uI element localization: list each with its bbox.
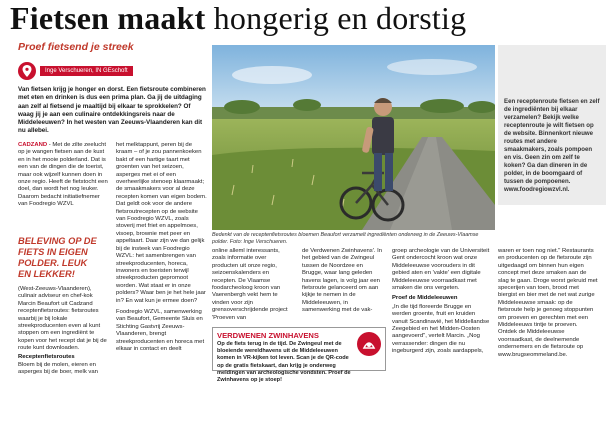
location-pin-icon [18, 62, 36, 80]
subheading-receptenfietsroutes: Receptenfietsroutes [18, 353, 75, 360]
author-tag: Inge Verschueren, IN GEschoft [40, 66, 133, 76]
column-1-continued: (West-Zeeuws-Vlaanderen), culinair adviseur en chef-kok Marcin Beaufort uit Cadzand receptenfietsroutes: fietsroutes waarbij je bij lokale streekproducenten even al kunt stoppen om een ingrediënt te kopen voor het recept dat je bij de route kunt downloaden. Receptenfietsroutes Bloem bij de molen, eieren en asperges bij de boer, melk van [18, 286, 109, 378]
column-5: groep archeologie van de Universiteit Gent ondercocht kroon wat onze Middeleeuwse voorouders in dit gebied aten en 'vakte' een digitale Middeleeuwse voorraadkast met smaken die ons vergeten. Proef de Middeleeuwen „In die tijd floreerde Brugge en werden groente, fruit en kruiden vanuit Scandinavië, het Middellandse Zeegebied en het Midden-Oosten aangevoerd", vertelt Marcin. „Nog verrassender: dingen die nu ingeburgerd zijn, zoals aardappels, [392, 248, 490, 355]
column-6: waren er toen nog niet." Restaurants en producenten op de fietsroute zijn uitgedaagd om binnen hun eigen concept met deze smaken aan de slag te gaan. Droge worst gekruid met specerijen van toen, brood met biergist en bier met de net wat zurige Middeleeuwse smaak: op de fietsroute help je genoeg stoppunten om proeven en gerechten met een Middeleeuws tintje te proeven. Ontdek de Middeleeuwse voorraadkast, de deelnemende ondernemers en de fietsroute op www.brugseommeland.be. [498, 248, 598, 358]
column-2: het melktappunt, peren bij de kraam – of je zou pannenkoeken bakt of een hartige taart met groenten van het seizoen, asperges met ei of een overheerlijke stenoep klaarmaakt; de smaakmakers voor al deze recepten komen van eigen bodem. Dat geldt ook voor de andere fietsroutrecepten op de website van Foodregio WZVL, zoals stoverij met friet en appelmoes, visoep, brownie met peer en appeltaart. Daar zijn we dan gelijk bij de insteek van Foodregio WZVL: het samenbrengen van streekproducenten, horeca, inwoners en toeristen terwijl streekproducten gepromoot worden. Wat staat er in onze polders? Waar ben je het hele jaar in? En wat kun je ermee doen? Foodregio WZVL, samenwerking van Beaufort, Gemeente Sluis en Stichting Gastvrij Zeeuws-Vlaanderen, brengt streekproducenten en horeca met elkaar in contact en deelt [116, 142, 207, 352]
subheading-proef-middeleeuwen: Proef de Middeleeuwen [392, 295, 458, 302]
dateline: CADZAND [18, 142, 48, 148]
info-box-zwinhavens [212, 327, 386, 384]
article-title: Fietsen maakt hongerig en dorstig [10, 0, 467, 36]
zwinhavens-logo-icon [357, 332, 381, 356]
info-box-body: Op de fiets terug in de tijd. De Zwingeul met de bloeiende wereldhavens uit de Middeleeuwen komen in VR-kijken tot leven. Scan je de QR-code op de gratis fietskaart, dan krijg je onderweg meldingen van archeologische vondsten. Proef de Zwinhavens op je stoep! [217, 341, 351, 384]
info-box-heading: VERDWENEN ZWINHAVENS [217, 331, 319, 340]
lead-paragraph: Van fietsen krijg je honger en dorst. Een fietsroute combineren met eten en drinken is dus een prima plan. Ga jij de uitdaging aan zelf al fietsend je maaltijd bij elkaar te sprokkelen? Of waag jij je aan een culinaire ontdekkingsreis naar de Middeleeuwen? In het westen van Zeeuws-Vlaanderen kan dit nu allebei. [18, 86, 206, 135]
cyclist-photo [212, 45, 495, 230]
byline [18, 59, 133, 83]
pull-quote: BELEVING OP DE FIETS IN EIGEN POLDER. LEUK EN LEKKER! [18, 236, 97, 279]
photo-caption: Bedenkt van de receptenfietsroutes bloemen Beaufort verzamelt ingrediënten onderweg in de Zeeuws-Vlaamse polder. Foto: Inge Verschueren. [212, 232, 479, 245]
sidebar-text: Een receptenroute fietsen en zelf de ingrediënten bij elkaar verzamelen? Bekijk welke receptenroute je wilt fietsen op de website. Binnenkort nieuwe routes met andere smaakmakers, zoals pompoen en vis. Geen zin om zelf te koken? Ga dan dineren in de polder, in de boomgaard of tussen de pompoenen. www.foodregiowzvl.nl. [504, 98, 600, 193]
kicker: Proef fietsend je streek [18, 41, 134, 53]
column-4: de Verdwenen Zwinhavens'. In het gebied van de Zwingeul tussen de Noordzee en Brugge, waar lang geleden havens lagen, is volg jaar een fietsroute gelanceerd om aan kijkje te nemen in de Middeleeuwen, in samenwerking met de vak- [302, 248, 383, 314]
column-1: CADZAND - Met de zilte zeelucht op je wangen fietsen aan de kust en in het mooie polderland. Dat is een van de dingen die de toerist, maar ook wijzelf kunnen doen in onze regio. Heeft de fietstocht een doel, dan wordt het nog leuker. Daarom bedacht initiatiefnemer van Foodregio WZVL [18, 142, 108, 208]
column-3: online alleml interessants, zoals informatie over producten uit onze regio, seizoenskalenders en recepten. De Vlaamse foodarcheoloog kroon van Vaerenbergh vekt hem te vinden voor zijn grensoverschrijdende project 'Proeven van [212, 248, 288, 321]
